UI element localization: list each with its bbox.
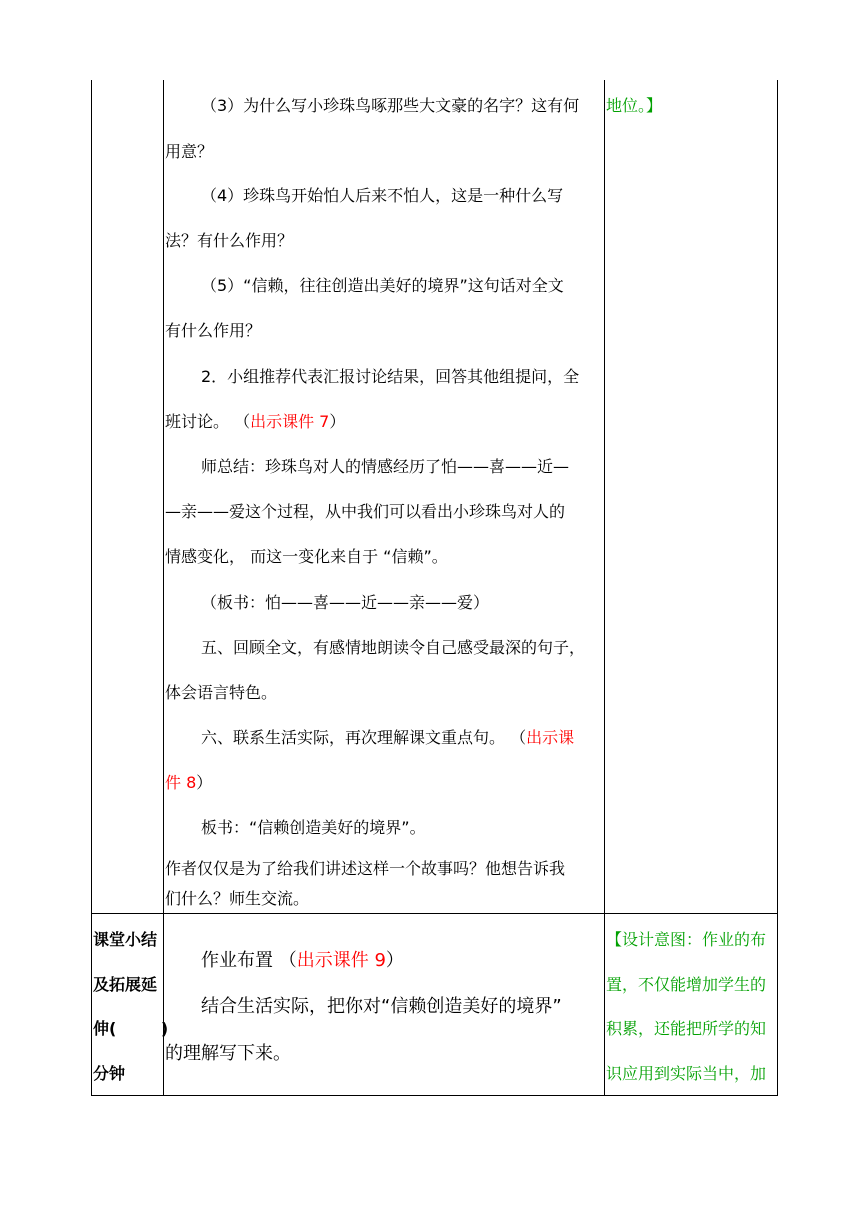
table-left-border bbox=[91, 80, 92, 1096]
text-segment: ） bbox=[196, 773, 213, 792]
text-line: （板书：怕——喜——近——亲——爱） bbox=[201, 593, 490, 612]
text-line: 作者仅仅是为了给我们讲述这样一个故事吗？他想告诉我 bbox=[165, 859, 566, 878]
text-line: 2．小组推荐代表汇报讨论结果，回答其他组提问，全 bbox=[201, 367, 580, 386]
table-bottom-border bbox=[91, 1095, 778, 1096]
text-segment: 六、联系生活实际，再次理解课文重点句。 （ bbox=[201, 728, 527, 747]
row-label-line: 伸( ) bbox=[93, 1019, 169, 1038]
text-line: 们什么？师生交流。 bbox=[165, 889, 310, 908]
courseware-ref: 出示课件 9 bbox=[296, 950, 386, 971]
design-intent-line: 【设计意图：作业的布 bbox=[606, 930, 767, 949]
text-line bbox=[165, 411, 345, 433]
text-line: 板书：“信赖创造美好的境界”。 bbox=[201, 818, 426, 837]
text-line: 有什么作用？ bbox=[165, 321, 262, 340]
text-segment: ） bbox=[329, 412, 346, 431]
text-line: 法？有什么作用？ bbox=[165, 231, 294, 250]
text-segment: 作业布置 （ bbox=[201, 950, 297, 971]
table-right-border bbox=[777, 80, 778, 1096]
row-label-line: 课堂小结 bbox=[93, 930, 158, 949]
text-line: 师总结：珍珠鸟对人的情感经历了怕——喜——近— bbox=[201, 457, 570, 476]
design-note-end: 地位。】 bbox=[606, 96, 663, 115]
text-line: —亲——爱这个过程，从中我们可以看出小珍珠鸟对人的 bbox=[165, 502, 566, 521]
table-row-divider bbox=[91, 913, 778, 914]
text-line: 五、回顾全文，有感情地朗读令自己感受最深的句子， bbox=[201, 638, 586, 657]
text-segment: 班讨论。 （ bbox=[165, 412, 251, 431]
text-line: 用意？ bbox=[165, 142, 214, 161]
design-intent-line: 积累，还能把所学的知 bbox=[606, 1019, 767, 1038]
courseware-ref: 件 8 bbox=[165, 773, 197, 792]
text-line bbox=[201, 727, 574, 749]
table-col-divider-1 bbox=[163, 80, 164, 1096]
courseware-ref: 出示课件 7 bbox=[250, 412, 330, 431]
homework-text: 结合生活实际，把你对“信赖创造美好的境界” bbox=[201, 996, 562, 1017]
homework-text: 的理解写下来。 bbox=[165, 1043, 291, 1064]
homework-title bbox=[201, 948, 404, 974]
text-segment: ） bbox=[385, 950, 404, 971]
row-label-line: 分钟 bbox=[93, 1064, 126, 1083]
table-col-divider-2 bbox=[604, 80, 605, 1096]
text-line bbox=[165, 772, 212, 794]
text-line: 情感变化， 而这一变化来自于 “信赖”。 bbox=[165, 547, 448, 566]
courseware-ref: 出示课 bbox=[526, 728, 575, 747]
text-line: （4）珍珠鸟开始怕人后来不怕人，这是一种什么写 bbox=[201, 186, 564, 205]
text-line: （5）“信赖，往往创造出美好的境界”这句话对全文 bbox=[201, 276, 564, 295]
design-intent-line: 置，不仅能增加学生的 bbox=[606, 975, 767, 994]
design-intent-line: 识应用到实际当中，加 bbox=[606, 1064, 767, 1083]
text-line: （3）为什么写小珍珠鸟啄那些大文豪的名字？这有何 bbox=[201, 96, 580, 115]
text-line: 体会语言特色。 bbox=[165, 683, 278, 702]
row-label-line: 及拓展延 bbox=[93, 975, 158, 994]
